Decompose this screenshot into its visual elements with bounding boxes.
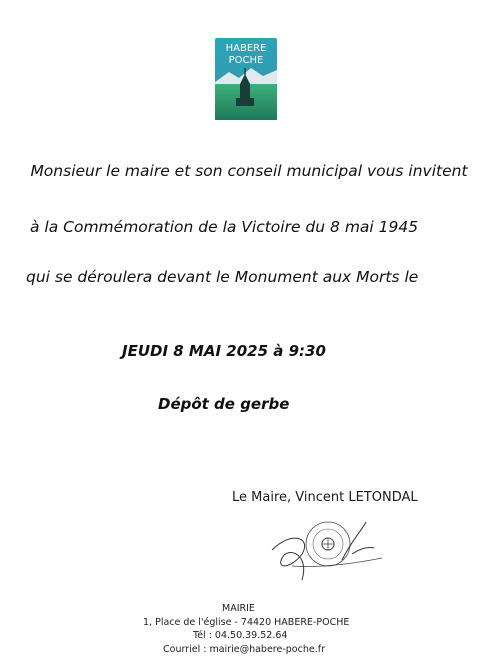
municipal-logo <box>215 38 277 120</box>
mayor-signature-name: Le Maire, Vincent LETONDAL <box>232 490 418 505</box>
event-date: JEUDI 8 MAI 2025 à 9:30 <box>122 342 326 360</box>
footer-address: 1, Place de l'église - 74420 HABERE-POCHE <box>143 617 350 628</box>
event-description: Dépôt de gerbe <box>158 395 290 413</box>
footer-email: Courriel : mairie@habere-poche.fr <box>163 644 325 655</box>
invitation-line-3: qui se déroulera devant le Monument aux Morts le <box>26 268 419 286</box>
invitation-line-1: Monsieur le maire et son conseil municipal vous invitent <box>30 162 468 180</box>
logo-text-line1: HABERE <box>225 43 267 54</box>
footer-title: MAIRIE <box>222 603 255 614</box>
logo-text-line2: POCHE <box>228 55 264 66</box>
official-stamp-and-signature <box>262 510 402 600</box>
invitation-line-2: à la Commémoration de la Victoire du 8 mai 1945 <box>30 218 419 236</box>
footer-phone: Tél : 04.50.39.52.64 <box>193 630 288 641</box>
